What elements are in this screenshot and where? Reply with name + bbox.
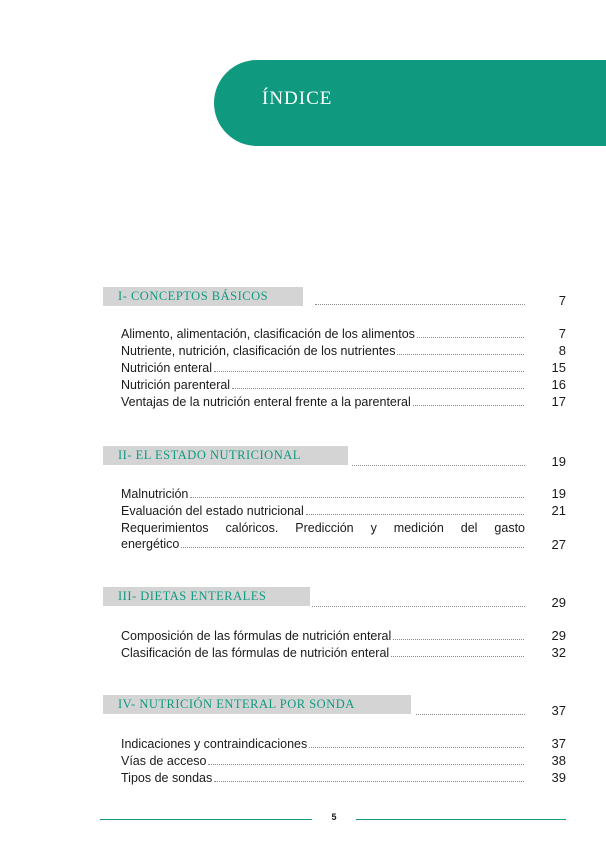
toc-entry-leader bbox=[309, 747, 524, 748]
section-3-title: III- DIETAS ENTERALES bbox=[118, 589, 267, 603]
toc-entry-leader bbox=[397, 354, 524, 355]
toc-entry-leader bbox=[181, 547, 524, 548]
toc-entry-leader bbox=[306, 514, 524, 515]
section-1-band bbox=[103, 287, 303, 306]
toc-entry[interactable] bbox=[121, 503, 525, 519]
toc-entry-page: 15 bbox=[551, 360, 566, 375]
toc-entry-text-line2: energético bbox=[121, 537, 180, 551]
toc-entry-leader bbox=[413, 405, 524, 406]
toc-entry-text-line1: Requerimientos calóricos. Predicción y medición del gasto bbox=[121, 521, 525, 535]
toc-entry[interactable] bbox=[121, 343, 525, 359]
section-4-title: IV- NUTRICIÓN ENTERAL POR SONDA bbox=[118, 697, 355, 711]
toc-entry-leader bbox=[208, 764, 524, 765]
toc-entry-leader bbox=[214, 371, 524, 372]
section-1-leader bbox=[315, 304, 525, 305]
toc-entry-page: 37 bbox=[551, 736, 566, 751]
toc-entry-text: Ventajas de la nutrición enteral frente a la parenteral bbox=[121, 395, 411, 409]
toc-entry-text: Indicaciones y contraindicaciones bbox=[121, 737, 308, 751]
toc-entry-leader bbox=[417, 337, 524, 338]
toc-entry-text: Clasificación de las fórmulas de nutrición enteral bbox=[121, 646, 390, 660]
toc-entry-page: 29 bbox=[551, 628, 566, 643]
toc-entry-page: 38 bbox=[551, 753, 566, 768]
toc-entry[interactable] bbox=[121, 628, 525, 644]
section-2-leader bbox=[352, 465, 525, 466]
toc-entry-leader bbox=[232, 388, 524, 389]
toc-entry[interactable] bbox=[121, 645, 525, 661]
toc-entry[interactable] bbox=[121, 360, 525, 376]
toc-entry-text: Nutrición enteral bbox=[121, 361, 213, 375]
section-4-page: 37 bbox=[551, 703, 566, 718]
toc-entry[interactable] bbox=[121, 486, 525, 502]
toc-entry-page: 8 bbox=[558, 343, 566, 358]
toc-entry-text: Alimento, alimentación, clasificación de los alimentos bbox=[121, 327, 415, 341]
toc-entry-page: 32 bbox=[551, 645, 566, 660]
toc-entry-leader bbox=[391, 656, 524, 657]
section-1-title: I- CONCEPTOS BÁSICOS bbox=[118, 289, 269, 303]
toc-entry-text: Nutriente, nutrición, clasificación de los nutrientes bbox=[121, 344, 396, 358]
toc-entry-page: 21 bbox=[551, 503, 566, 518]
section-2-band bbox=[103, 446, 348, 465]
toc-entry-text: Composición de las fórmulas de nutrición enteral bbox=[121, 629, 392, 643]
section-3-page: 29 bbox=[551, 595, 566, 610]
header-tab bbox=[214, 60, 606, 146]
toc-entry-multiline[interactable] bbox=[121, 520, 525, 552]
section-4-band bbox=[103, 695, 411, 714]
toc-entry[interactable] bbox=[121, 394, 525, 410]
toc-entry-page: 17 bbox=[551, 394, 566, 409]
toc-entry-text: Nutrición parenteral bbox=[121, 378, 231, 392]
toc-entry-page: 27 bbox=[551, 537, 566, 552]
toc-entry-leader bbox=[214, 781, 524, 782]
toc-entry-page: 16 bbox=[551, 377, 566, 392]
toc-entry-text: Tipos de sondas bbox=[121, 771, 213, 785]
toc-entry[interactable] bbox=[121, 753, 525, 769]
page-title: ÍNDICE bbox=[262, 88, 333, 109]
toc-entry-text: Evaluación del estado nutricional bbox=[121, 504, 304, 518]
section-2-page: 19 bbox=[551, 454, 566, 469]
section-3-leader bbox=[312, 606, 525, 607]
toc-entry[interactable] bbox=[121, 736, 525, 752]
toc-entry-line2 bbox=[121, 536, 525, 552]
toc-entry-page: 7 bbox=[558, 326, 566, 341]
toc-entry[interactable] bbox=[121, 326, 525, 342]
toc-entry[interactable] bbox=[121, 770, 525, 786]
toc-entry-page: 39 bbox=[551, 770, 566, 785]
section-4-leader bbox=[416, 714, 525, 715]
toc-entry[interactable] bbox=[121, 377, 525, 393]
toc-entry-text: Malnutrición bbox=[121, 487, 189, 501]
footer-page-number: 5 bbox=[331, 812, 337, 822]
toc-entry-text: Vías de acceso bbox=[121, 754, 207, 768]
toc-entry-page: 19 bbox=[551, 486, 566, 501]
footer-rule-right bbox=[356, 819, 566, 820]
toc-entry-leader bbox=[190, 497, 524, 498]
section-2-title: II- EL ESTADO NUTRICIONAL bbox=[118, 448, 301, 462]
toc-entry-leader bbox=[393, 639, 524, 640]
footer-rule-left bbox=[100, 819, 312, 820]
section-1-page: 7 bbox=[558, 293, 566, 308]
section-3-band bbox=[103, 587, 310, 606]
